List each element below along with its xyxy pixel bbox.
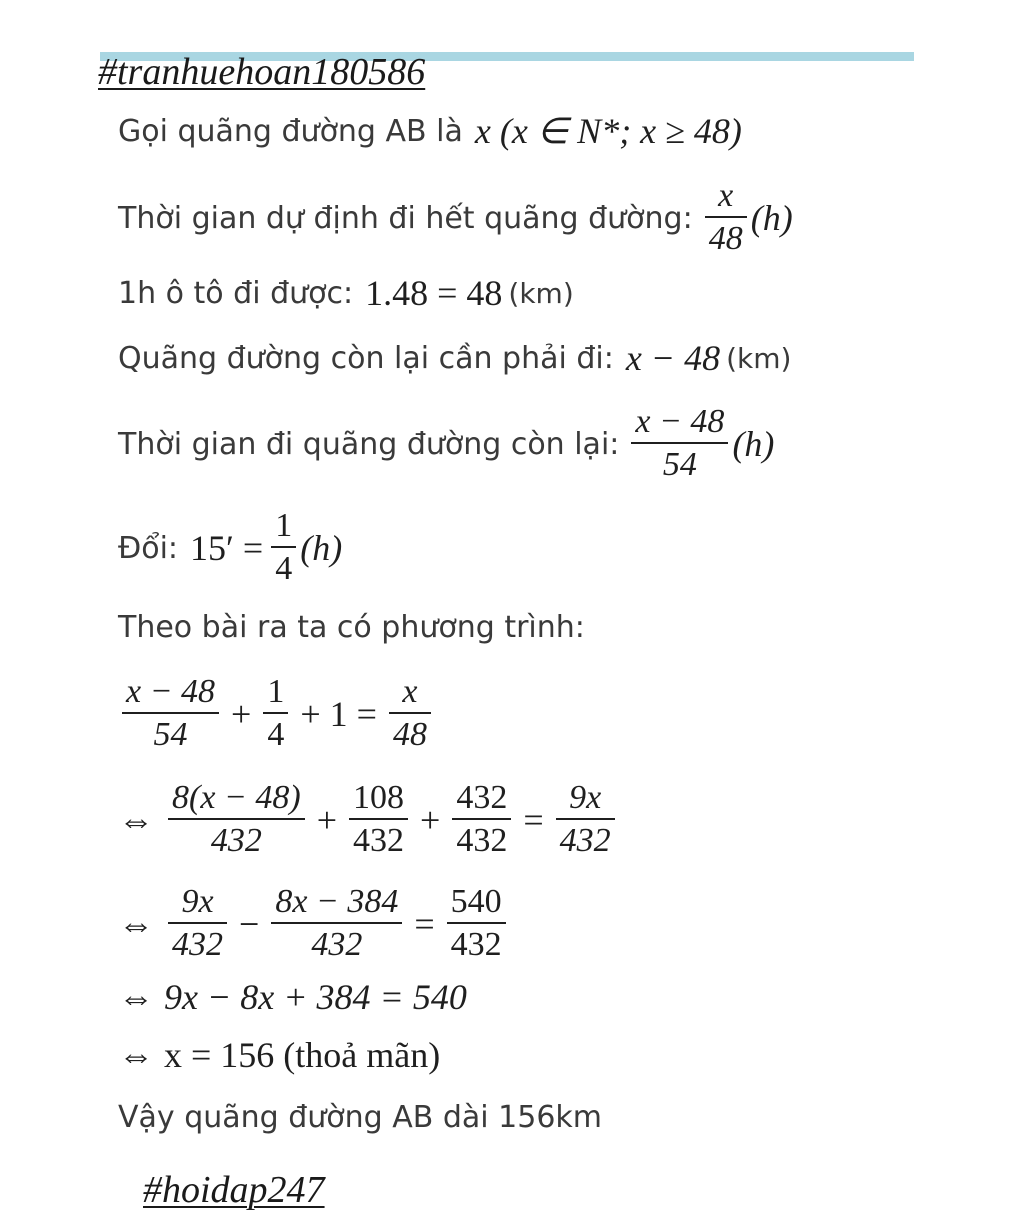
fraction-numerator: 8x − 384 <box>275 883 399 920</box>
math-expression: 1.48 = 48 <box>365 273 503 313</box>
fraction-denominator: 432 <box>311 926 363 963</box>
fraction-numerator: x − 48 <box>126 673 216 710</box>
unit-label: (h) <box>750 198 793 238</box>
equivalence-arrow: ⇔ <box>118 977 154 1017</box>
line-equation <box>118 672 435 756</box>
line-conclusion <box>118 1100 602 1135</box>
fraction-denominator: 432 <box>210 822 262 859</box>
fraction <box>168 882 227 966</box>
fraction-denominator: 4 <box>267 716 285 753</box>
fraction-numerator: x − 48 <box>635 403 725 440</box>
fraction-numerator: 540 <box>450 883 502 920</box>
fraction <box>271 882 402 966</box>
line-distance-1h <box>118 272 574 314</box>
fraction-denominator: 432 <box>456 822 508 859</box>
fraction-numerator: 108 <box>353 779 404 816</box>
fraction <box>168 778 305 862</box>
unit-label: (km) <box>726 341 792 375</box>
math-expression: x − 48 <box>625 338 721 378</box>
site-signature: #hoidap247 <box>143 1169 325 1211</box>
math-expression: 9x − 8x + 384 = 540 <box>164 977 467 1017</box>
fraction <box>389 672 431 756</box>
line-simplified <box>118 882 510 966</box>
equivalence-arrow: ⇔ <box>118 800 154 840</box>
fraction-denominator: 54 <box>662 446 697 483</box>
line-text: Vậy quãng đường AB dài 156km <box>118 1100 603 1135</box>
line-text: Theo bài ra ta có phương trình: <box>118 610 585 645</box>
line-linear-equation <box>118 976 467 1018</box>
line-text: Đổi: <box>118 530 179 566</box>
fraction-numerator: 1 <box>275 507 293 544</box>
operator: + 1 = <box>300 694 377 734</box>
line-text: 1h ô tô đi được: <box>118 275 354 311</box>
fraction-denominator: 432 <box>450 926 502 963</box>
unit-label: (km) <box>508 276 574 310</box>
line-solution <box>118 1034 440 1076</box>
line-text: Quãng đường còn lại cần phải đi: <box>118 340 614 376</box>
fraction-numerator: x <box>402 673 418 710</box>
fraction <box>263 672 288 756</box>
line-remaining-time <box>118 402 774 486</box>
fraction <box>122 672 219 756</box>
fraction-denominator: 432 <box>559 822 611 859</box>
operator: + <box>316 800 337 840</box>
line-text: Thời gian dự định đi hết quãng đường: <box>118 200 693 236</box>
fraction-numerator: 1 <box>267 673 285 710</box>
fraction <box>631 402 728 486</box>
fraction <box>452 778 511 862</box>
operator: = <box>414 904 435 944</box>
fraction-denominator: 54 <box>153 716 188 753</box>
line-convert-minutes <box>118 506 342 590</box>
unit-label: (h) <box>300 528 343 568</box>
equivalence-arrow: ⇔ <box>118 904 154 944</box>
operator: = <box>523 800 544 840</box>
fraction-numerator: 9x <box>181 883 214 920</box>
math-expression: 15′ = <box>190 528 264 568</box>
fraction <box>556 778 615 862</box>
math-expression: x = 156 (thoả mãn) <box>164 1035 441 1075</box>
fraction-denominator: 4 <box>275 550 293 587</box>
line-define-variable <box>118 110 742 152</box>
fraction-denominator: 48 <box>392 716 427 753</box>
fraction-numerator: 9x <box>569 779 602 816</box>
author-signature: #tranhuehoan180586 <box>98 51 426 93</box>
fraction-denominator: 432 <box>172 926 223 963</box>
operator: + <box>420 800 441 840</box>
line-equation-intro <box>118 610 585 645</box>
unit-label: (h) <box>732 424 775 464</box>
line-remaining-distance <box>118 337 791 379</box>
fraction <box>349 778 408 862</box>
line-text: Thời gian đi quãng đường còn lại: <box>118 426 620 462</box>
fraction-denominator: 432 <box>353 822 404 859</box>
line-planned-time <box>118 176 793 260</box>
fraction-numerator: 432 <box>456 779 508 816</box>
fraction-numerator: x <box>718 177 734 214</box>
operator: + <box>231 694 252 734</box>
fraction <box>705 176 747 260</box>
math-expression: x (x ∈ N*; x ≥ 48) <box>474 111 742 151</box>
line-text: Gọi quãng đường AB là <box>118 113 463 149</box>
line-common-denominator <box>118 778 619 862</box>
equivalence-arrow: ⇔ <box>118 1035 154 1075</box>
operator: − <box>239 904 260 944</box>
fraction-numerator: 8(x − 48) <box>172 779 301 816</box>
fraction <box>447 882 506 966</box>
fraction <box>271 506 296 590</box>
fraction-denominator: 48 <box>708 220 743 257</box>
